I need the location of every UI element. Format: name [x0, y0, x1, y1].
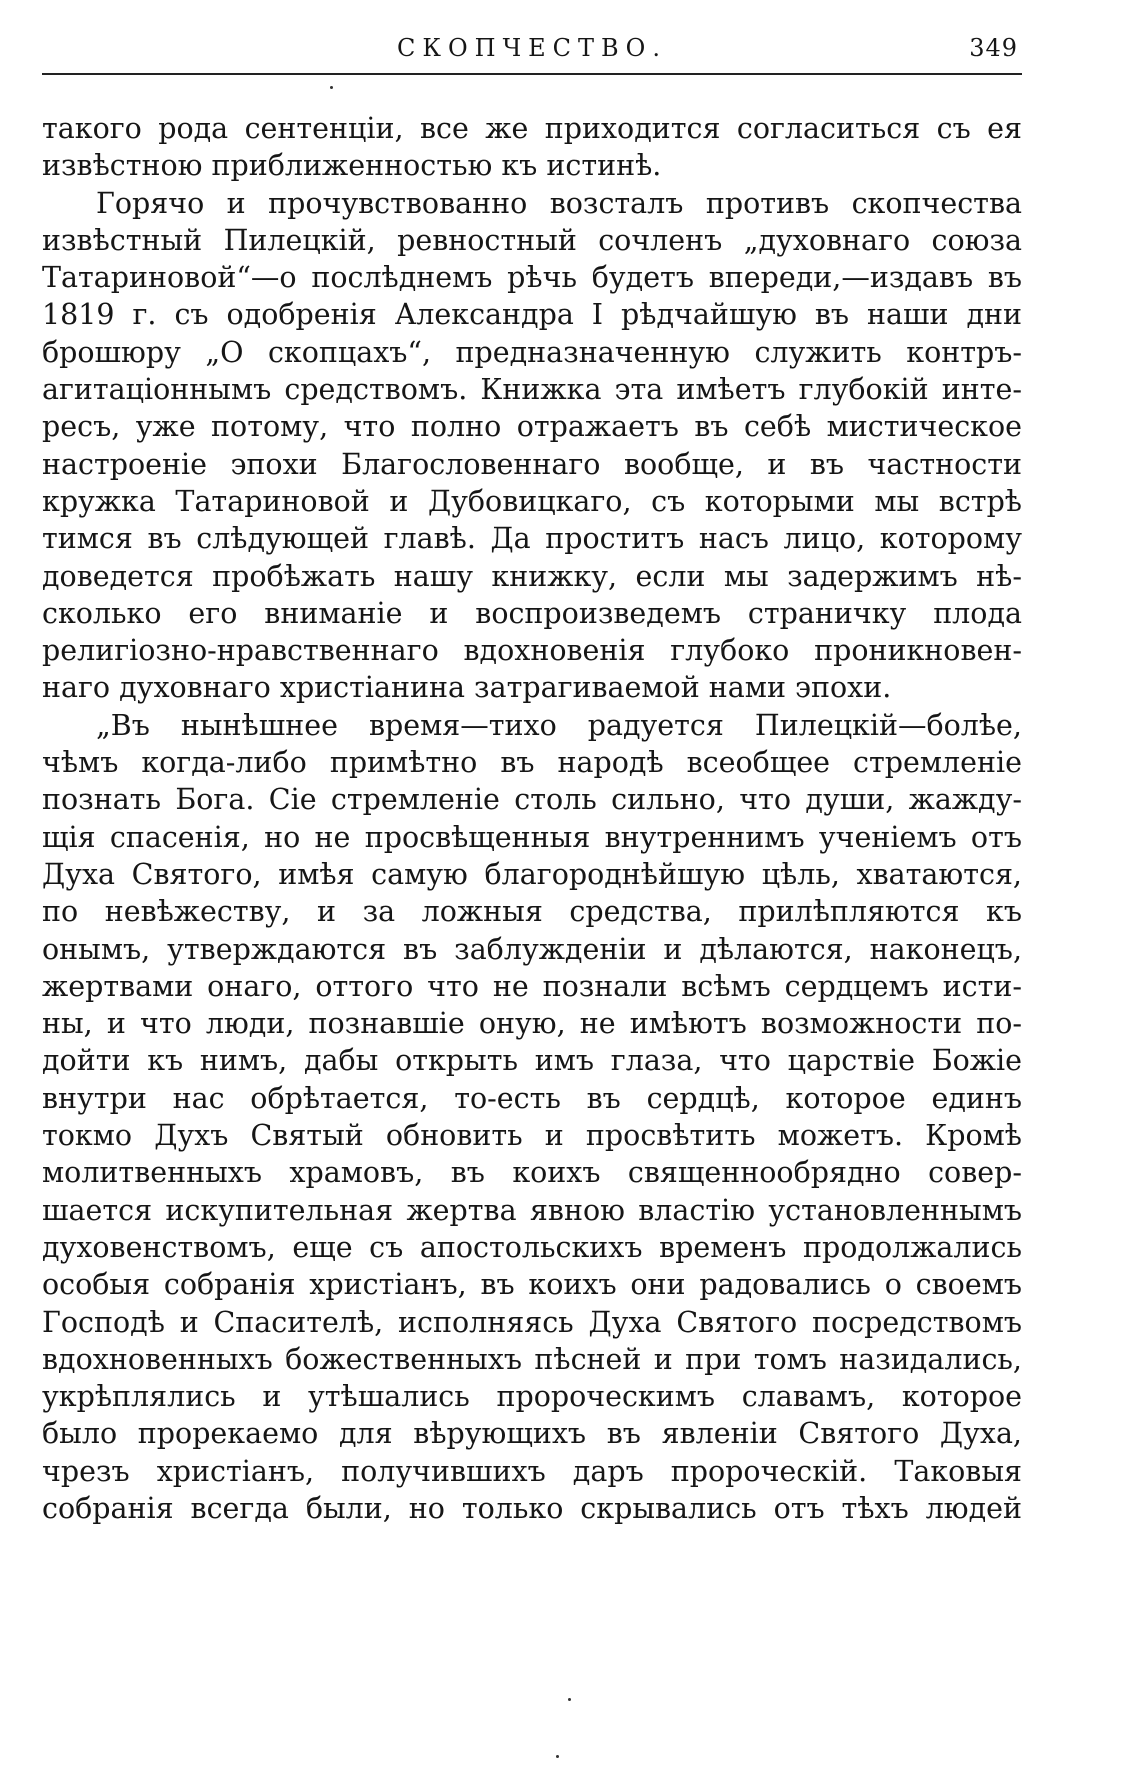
text-line: кружка Татариновой и Дубовицкаго, съ которыми мы встрѣ [42, 484, 1022, 518]
text-line: извѣстный Пилецкій, ревностный сочленъ „духовнаго союза [42, 223, 1022, 257]
text-line: укрѣплялись и утѣшались пророческимъ славамъ, которое [42, 1380, 1022, 1414]
text-line: чѣмъ когда-либо примѣтно въ народѣ всеобщее стремленіе [42, 746, 1022, 780]
text-line: религіозно-нравственнаго вдохновенія глубоко проникновен- [42, 634, 1022, 668]
text-line: агитаціоннымъ средствомъ. Книжка эта имѣетъ глубокій инте- [42, 373, 1022, 407]
body-text [42, 110, 1022, 1527]
text-line: такого рода сентенціи, все же приходится согласиться съ ея [42, 112, 1022, 145]
paragraph-2 [42, 185, 1022, 707]
text-line: вдохновенныхъ божественныхъ пѣсней и при томъ назидались, [42, 1342, 1022, 1376]
text-line: внутри нас обрѣтается, то-есть въ сердцѣ, которое единъ [42, 1081, 1022, 1115]
text-line: молитвенныхъ храмовъ, въ коихъ священнообрядно совер- [42, 1156, 1022, 1190]
text-line: токмо Духъ Святый обновить и просвѣтить можетъ. Кромѣ [42, 1119, 1022, 1153]
text-line: особыя собранія христіанъ, въ коихъ они радовались о своемъ [42, 1268, 1022, 1302]
text-line: брошюру „О скопцахъ“, предназначенную служить контръ- [42, 335, 1022, 369]
text-line: шается искупительная жертва явною властію установленнымъ [42, 1193, 1022, 1227]
text-line: ны, и что люди, познавшіе оную, не имѣютъ возможности по- [42, 1007, 1022, 1041]
running-head [42, 30, 1022, 70]
scan-speck [568, 1698, 571, 1701]
scan-speck [556, 1755, 559, 1758]
text-line: Татариновой“—о послѣднемъ рѣчь будетъ впереди,—издавъ въ [42, 261, 1022, 295]
text-line: настроеніе эпохи Благословеннаго вообще, и въ частности [42, 447, 1022, 481]
header-rule [42, 73, 1022, 75]
text-line: извѣстною приближенностью къ истинѣ. [42, 149, 662, 183]
text-line: собранія всегда были, но только скрывались отъ тѣхъ людей [42, 1491, 1022, 1525]
scan-speck [330, 86, 333, 89]
text-line: Господѣ и Спасителѣ, исполняясь Духа Святого посредствомъ [42, 1305, 1022, 1339]
text-line: онымъ, утверждаются въ заблужденіи и дѣлаются, наконецъ, [42, 932, 1022, 966]
running-title: СКОПЧЕСТВО. [397, 34, 667, 62]
paragraph-1 [42, 110, 1022, 185]
text-line: познать Бога. Сіе стремленіе столь сильно, что души, жажду- [42, 783, 1022, 817]
text-line: духовенствомъ, еще съ апостольскихъ временъ продолжались [42, 1230, 1022, 1264]
text-line: тимся въ слѣдующей главѣ. Да проститъ насъ лицо, которому [42, 522, 1022, 556]
page-number: 349 [969, 34, 1018, 62]
text-line: сколько его вниманіе и воспроизведемъ страничку плода [42, 596, 1022, 630]
text-line: ресъ, уже потому, что полно отражаетъ въ себѣ мистическое [42, 410, 1022, 444]
text-line: „Въ нынѣшнее время—тихо радуется Пилецкій—болѣе, [96, 708, 1022, 742]
text-line: 1819 г. съ одобренія Александра I рѣдчайшую въ наши дни [42, 298, 1022, 332]
paragraph-3 [42, 707, 1022, 1528]
text-line: чрезъ христіанъ, получившихъ даръ пророческій. Таковыя [42, 1454, 1022, 1488]
text-line: было прорекаемо для вѣрующихъ въ явленіи Святого Духа, [42, 1417, 1022, 1451]
text-line: Горячо и прочувствованно возсталъ противъ скопчества [96, 186, 1022, 220]
text-line: доведется пробѣжать нашу книжку, если мы задержимъ нѣ- [42, 559, 1022, 593]
text-line: Духа Святого, имѣя самую благороднѣйшую цѣль, хватаются, [42, 857, 1022, 891]
text-line: по невѣжеству, и за ложныя средства, прилѣпляются къ [42, 895, 1022, 929]
text-line: наго духовнаго христіанина затрагиваемой нами эпохи. [42, 671, 892, 705]
text-line: щія спасенія, но не просвѣщенныя внутреннимъ ученіемъ отъ [42, 820, 1022, 854]
text-line: дойти къ нимъ, дабы открыть имъ глаза, что царствіе Божіе [42, 1044, 1022, 1078]
text-line: жертвами онаго, оттого что не познали всѣмъ сердцемъ исти- [42, 969, 1022, 1003]
